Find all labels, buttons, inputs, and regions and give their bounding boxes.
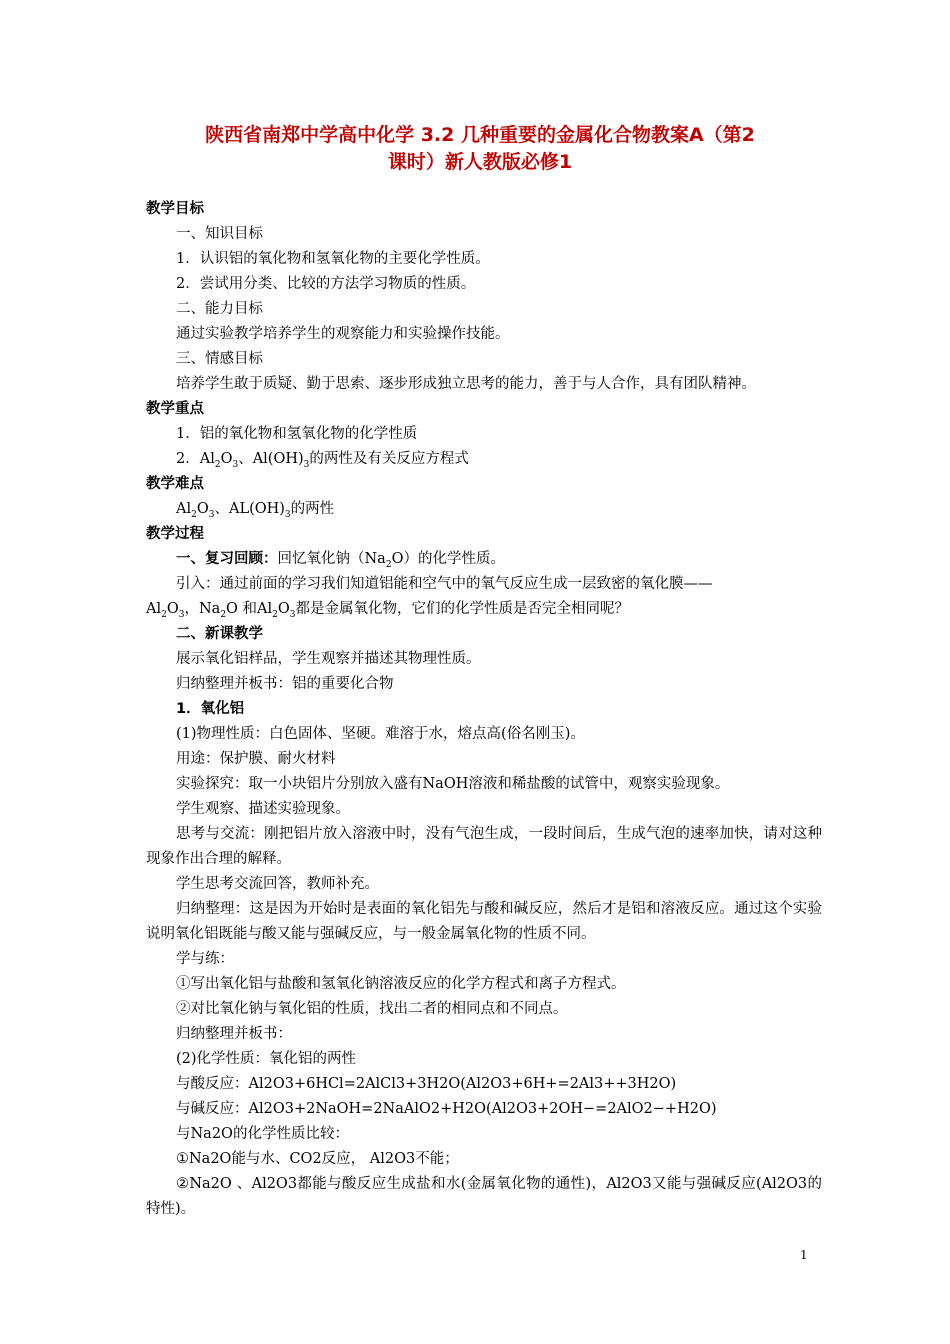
review-paragraph: 一、复习回顾：回忆氧化钠$(Na_2O)$的化学性质。 [176,551,505,570]
think-and-discuss: 思考与交流：刚把铝片放入溶液中时，没有气泡生成，一段时间后，生成气泡的速率加快，请对这种现象作出合理的解释。 [146,826,822,867]
practice-heading: 学与练： [176,951,234,967]
new-lesson-1: 展示氧化铝样品，学生观察并描述其物理性质。 [176,651,481,667]
comparison-2: ②Na2O 、Al2O3都能与酸反应生成盐和水(金属氧化物的通性)，Al2O3又能与强碱反应(Al2O3的特性)。 [146,1176,822,1217]
key-point-2: 2．$Al_2O_3$、$Al(OH)_3$的两性及有关反应方程式 [176,451,469,470]
intro-paragraph-continued: $Al_2O_3$，$Na_2O$ 和$Al_2O_3$都是金属氧化物，它们的化学性质是否完全相同呢？ [146,601,630,620]
summary: 归纳整理：这是因为开始时是表面的氧化铝先与酸和碱反应，然后才是铝和溶液反应。通过这个实验说明氧化铝既能与酸又能与强碱反应，与一般金属氧化物的性质不同。 [146,901,822,942]
observation: 学生观察、描述实验现象。 [176,801,350,817]
practice-1: ①写出氧化铝与盐酸和氢氧化钠溶液反应的化学方程式和离子方程式。 [176,976,626,992]
intro-paragraph: 引入：通过前面的学习我们知道铝能和空气中的氧气反应生成一层致密的氧化膜—— [176,576,713,592]
goal-emotion-1: 培养学生敢于质疑、勤于思索、逐步形成独立思考的能力，善于与人合作，具有团队精神。 [176,376,756,392]
new-lesson-heading: 二、新课教学 [176,626,263,642]
section-heading-goals: 教学目标 [146,201,204,217]
goal-ability-1: 通过实验教学培养学生的观察能力和实验操作技能。 [176,326,510,342]
goal-ability: 二、能力目标 [176,301,263,317]
base-reaction: 与碱反应：Al2O3+2NaOH=2NaAlO2+H2O(Al2O3+2OH−=2AlO2−+H2O) [176,1101,717,1117]
section-heading-key: 教学重点 [146,401,204,417]
acid-reaction: 与酸反应：Al2O3+6HCl=2AlCl3+3H2O(Al2O3+6H+=2Al3++3H2O) [176,1076,677,1092]
goal-knowledge: 一、知识目标 [176,226,263,242]
document-body [146,197,822,1222]
section-heading-process: 教学过程 [146,526,204,542]
uses: 用途：保护膜、耐火材料 [176,751,336,767]
difficulty-1: $Al_2O_3$、$AL(OH)_3$的两性 [176,501,335,520]
title-line-1: 陕西省南郑中学高中化学 3.2 几种重要的金属化合物教案A（第2 [205,124,755,146]
new-lesson-2: 归纳整理并板书：铝的重要化合物 [176,676,394,692]
page-number: 1 [800,1248,808,1262]
section-heading-difficulty: 教学难点 [146,476,204,492]
chemical-properties: (2)化学性质：氧化铝的两性 [176,1051,357,1067]
practice-2: ②对比氧化钠与氧化铝的性质，找出二者的相同点和不同点。 [176,1001,568,1017]
comparison-1: ①Na2O能与水、CO2反应， Al2O3不能； [176,1151,459,1167]
key-point-1: 1．铝的氧化物和氢氧化物的化学性质 [176,426,418,442]
answer: 学生思考交流回答，教师补充。 [176,876,379,892]
goal-knowledge-2: 2．尝试用分类、比较的方法学习物质的性质。 [176,276,476,292]
document-title [140,122,820,176]
subheading-alumina: 1．氧化铝 [176,701,245,717]
comparison-heading: 与Na2O的化学性质比较： [176,1126,349,1142]
goal-emotion: 三、情感目标 [176,351,263,367]
goal-knowledge-1: 1．认识铝的氧化物和氢氧化物的主要化学性质。 [176,251,490,267]
board-heading: 归纳整理并板书： [176,1026,292,1042]
physical-properties: (1)物理性质：白色固体、坚硬。难溶于水，熔点高(俗名刚玉)。 [176,726,585,742]
experiment: 实验探究：取一小块铝片分别放入盛有NaOH溶液和稀盐酸的试管中，观察实验现象。 [176,776,730,792]
title-line-2: 课时）新人教版必修1 [387,151,573,173]
